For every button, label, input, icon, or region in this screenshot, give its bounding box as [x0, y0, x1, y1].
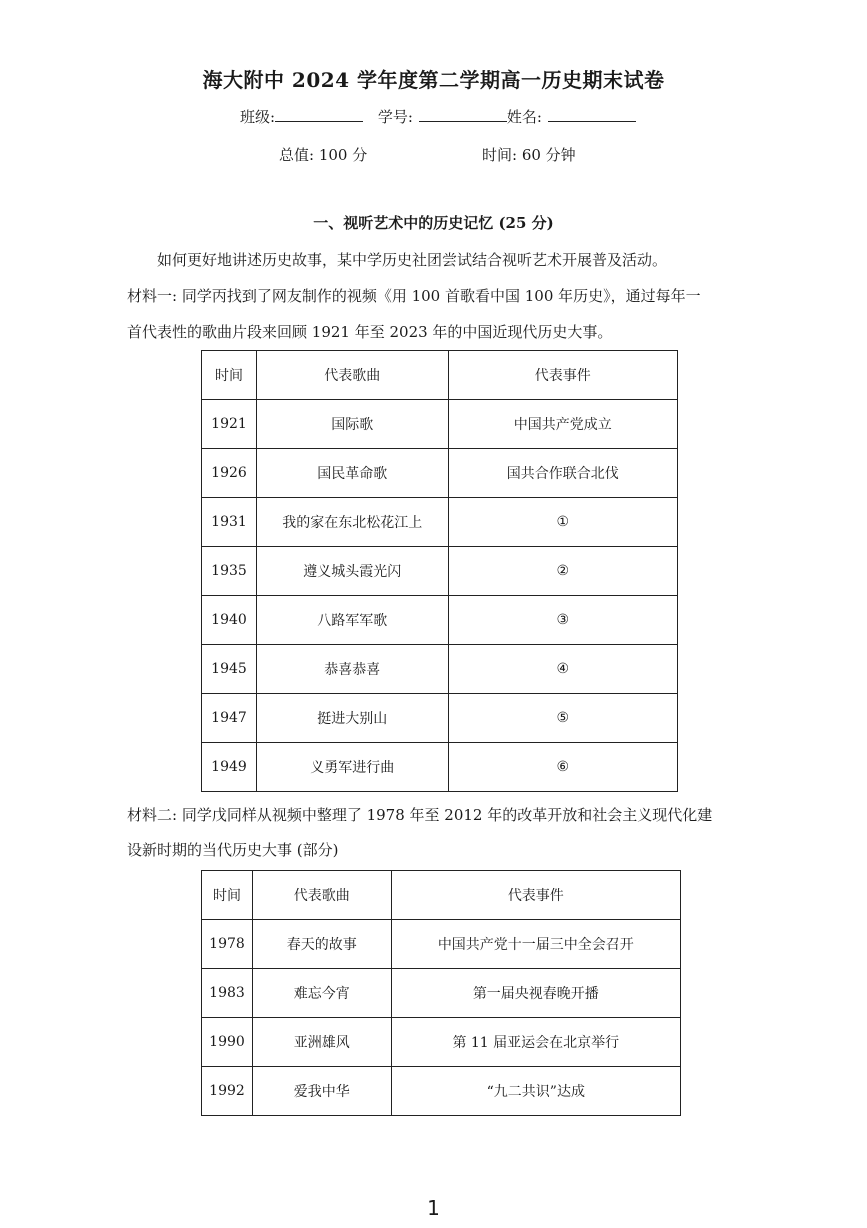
material1-line2: 首代表性的歌曲片段来回顾 1921 年至 2023 年的中国近现代历史大事。 [127, 323, 613, 341]
table-row [202, 645, 678, 694]
song-cell: 遵义城头霞光闪 [256, 547, 448, 596]
name-blank [548, 107, 636, 122]
material2-table [201, 870, 681, 1116]
year-cell: 1945 [202, 645, 257, 694]
year-cell: 1921 [202, 400, 257, 449]
year-cell: 1992 [202, 1067, 253, 1116]
event-cell: 第 11 届亚运会在北京举行 [391, 1018, 680, 1067]
event-cell: ④ [448, 645, 677, 694]
material2-line1: 材料二: 同学戊同样从视频中整理了 1978 年至 2012 年的改革开放和社会主义现代化建 [127, 806, 713, 824]
total-score: 总值: 100 分 [279, 146, 368, 164]
event-cell: 中国共产党十一届三中全会召开 [391, 920, 680, 969]
table-row [202, 694, 678, 743]
year-cell: 1978 [202, 920, 253, 969]
song-cell: 恭喜恭喜 [256, 645, 448, 694]
event-cell: ② [448, 547, 677, 596]
song-cell: 爱我中华 [252, 1067, 391, 1116]
song-cell: 难忘今宵 [252, 969, 391, 1018]
section-intro: 如何更好地讲述历史故事，某中学历史社团尝试结合视听艺术开展普及活动。 [157, 251, 668, 269]
year-cell: 1935 [202, 547, 257, 596]
table-row [202, 920, 681, 969]
student-info-row [240, 106, 636, 127]
song-cell: 义勇军进行曲 [256, 743, 448, 792]
table-row [202, 1018, 681, 1067]
section-heading: 一、视听艺术中的历史记忆 (25 分) [313, 214, 554, 232]
table-header-cell: 代表事件 [448, 351, 677, 400]
year-cell: 1949 [202, 743, 257, 792]
event-cell: ⑤ [448, 694, 677, 743]
year-cell: 1983 [202, 969, 253, 1018]
table-row [202, 969, 681, 1018]
song-cell: 八路军军歌 [256, 596, 448, 645]
year-cell: 1926 [202, 449, 257, 498]
name-label: 姓名: [506, 108, 542, 126]
table-row [202, 743, 678, 792]
table-row [202, 449, 678, 498]
song-cell: 国际歌 [256, 400, 448, 449]
event-cell: ① [448, 498, 677, 547]
event-cell: 中国共产党成立 [448, 400, 677, 449]
song-cell: 我的家在东北松花江上 [256, 498, 448, 547]
year-cell: 1947 [202, 694, 257, 743]
song-cell: 亚洲雄风 [252, 1018, 391, 1067]
event-cell: ③ [448, 596, 677, 645]
table-row [202, 1067, 681, 1116]
class-label: 班级: [240, 108, 276, 126]
page-number: 1 [427, 1196, 440, 1220]
table-header-cell: 时间 [202, 871, 253, 920]
class-blank [275, 107, 363, 122]
material1-line1: 材料一: 同学丙找到了网友制作的视频《用 100 首歌看中国 100 年历史》，通过每年一 [127, 287, 701, 305]
table-row [202, 596, 678, 645]
time-limit: 时间: 60 分钟 [482, 146, 576, 164]
table-header-cell: 时间 [202, 351, 257, 400]
table-header-cell: 代表歌曲 [252, 871, 391, 920]
table-row [202, 498, 678, 547]
material2-line2: 设新时期的当代历史大事 (部分) [127, 841, 339, 859]
song-cell: 春天的故事 [252, 920, 391, 969]
table-header-cell: 代表事件 [391, 871, 680, 920]
student-id-blank [419, 107, 507, 122]
table-row [202, 400, 678, 449]
song-cell: 国民革命歌 [256, 449, 448, 498]
event-cell: ⑥ [448, 743, 677, 792]
student-id-label: 学号: [377, 108, 413, 126]
event-cell: “九二共识”达成 [391, 1067, 680, 1116]
table-header-row [202, 871, 681, 920]
song-cell: 挺进大别山 [256, 694, 448, 743]
table-header-cell: 代表歌曲 [256, 351, 448, 400]
event-cell: 第一届央视春晚开播 [391, 969, 680, 1018]
table-header-row [202, 351, 678, 400]
exam-title: 海大附中 2024 学年度第二学期高一历史期末试卷 [202, 68, 665, 92]
event-cell: 国共合作联合北伐 [448, 449, 677, 498]
year-cell: 1931 [202, 498, 257, 547]
table-row [202, 547, 678, 596]
material1-table [201, 350, 678, 792]
year-cell: 1990 [202, 1018, 253, 1067]
year-cell: 1940 [202, 596, 257, 645]
